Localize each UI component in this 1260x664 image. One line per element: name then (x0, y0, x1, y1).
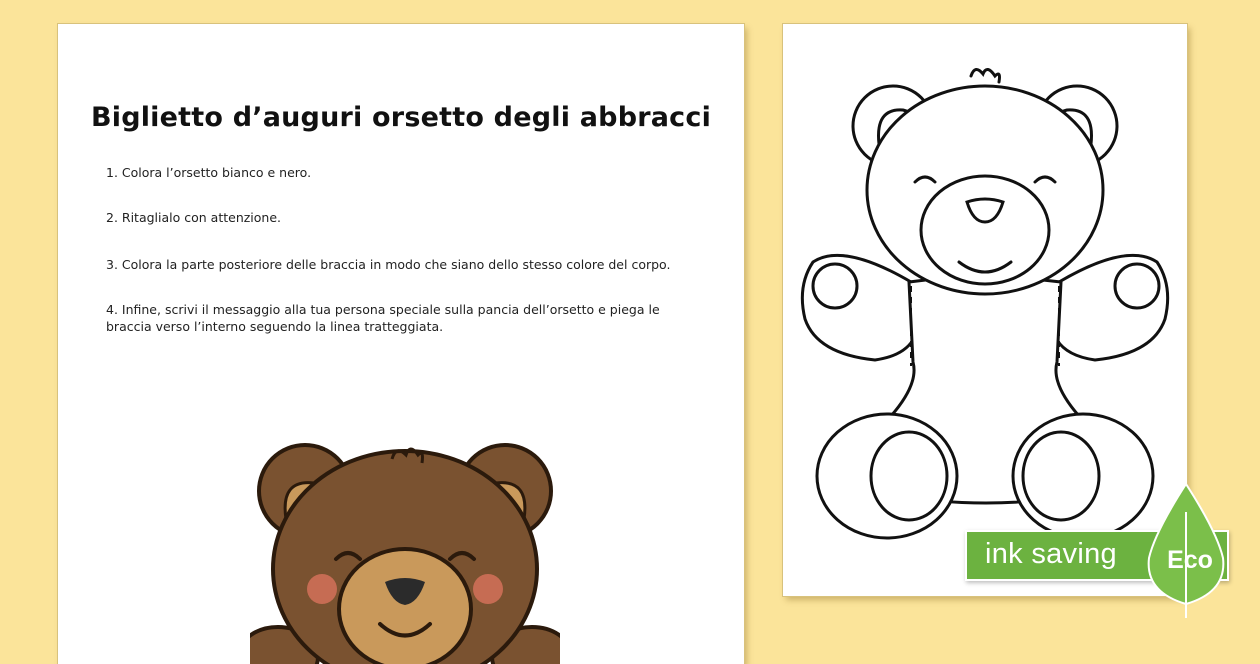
step-1: 1. Colora l’orsetto bianco e nero. (106, 165, 312, 180)
step-4: 4. Infine, scrivi il messaggio alla tua persona speciale sulla pancia dell’orsetto e piega le braccia verso l’interno seguendo la linea tratteggiata. (106, 302, 660, 334)
colored-bear-illustration (250, 419, 560, 664)
page-title: Biglietto d’auguri orsetto degli abbracci (90, 102, 712, 133)
ink-saving-text: ink saving (985, 538, 1117, 570)
step-3: 3. Colora la parte posteriore delle braccia in modo che siano dello stesso colore del corpo. (106, 257, 671, 272)
eco-label: Eco (1167, 546, 1213, 574)
ink-saving-eco-badge (965, 482, 1260, 622)
instruction-sheet (58, 24, 744, 664)
step-2: 2. Ritaglialo con attenzione. (106, 210, 282, 225)
